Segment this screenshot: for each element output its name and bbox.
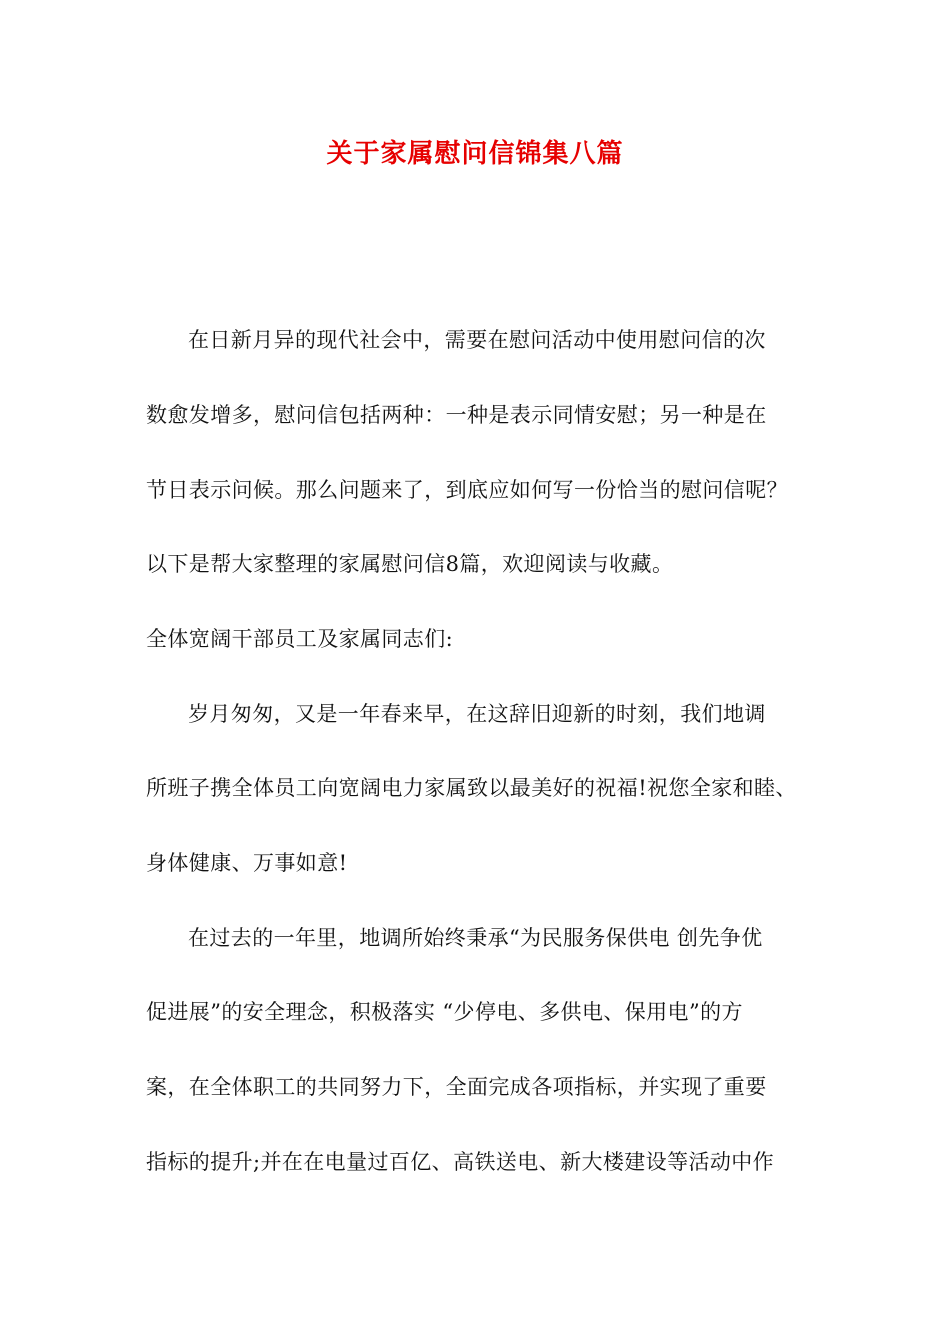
paragraph-line: 在日新月异的现代社会中，需要在慰问活动中使用慰问信的次 [188, 328, 766, 352]
paragraph-line: 在过去的一年里，地调所始终秉承“为民服务保供电 创先争优 [188, 926, 763, 950]
paragraph-line: 身体健康、万事如意! [146, 851, 348, 875]
paragraph-line: 岁月匆匆，又是一年春来早，在这辞旧迎新的时刻，我们地调 [188, 702, 766, 726]
paragraph-line: 以下是帮大家整理的家属慰问信8篇，欢迎阅读与收藏。 [146, 552, 674, 576]
paragraph-line: 促进展”的安全理念，积极落实 “少停电、多供电、保用电”的方 [146, 1000, 743, 1024]
paragraph-line: 案，在全体职工的共同努力下，全面完成各项指标，并实现了重要 [146, 1075, 767, 1099]
salutation-line: 全体宽阔干部员工及家属同志们: [146, 627, 454, 651]
document-title: 关于家属慰问信锦集八篇 [326, 139, 624, 169]
paragraph-line: 所班子携全体员工向宽阔电力家属致以最美好的祝福!祝您全家和睦、 [146, 776, 797, 800]
paragraph-line: 指标的提升;并在在电量过百亿、高铁送电、新大楼建设等活动中作 [146, 1150, 775, 1174]
paragraph-line: 节日表示问候。那么问题来了，到底应如何写一份恰当的慰问信呢？ [146, 478, 788, 502]
paragraph-line: 数愈发增多，慰问信包括两种：一种是表示同情安慰；另一种是在 [146, 403, 767, 427]
